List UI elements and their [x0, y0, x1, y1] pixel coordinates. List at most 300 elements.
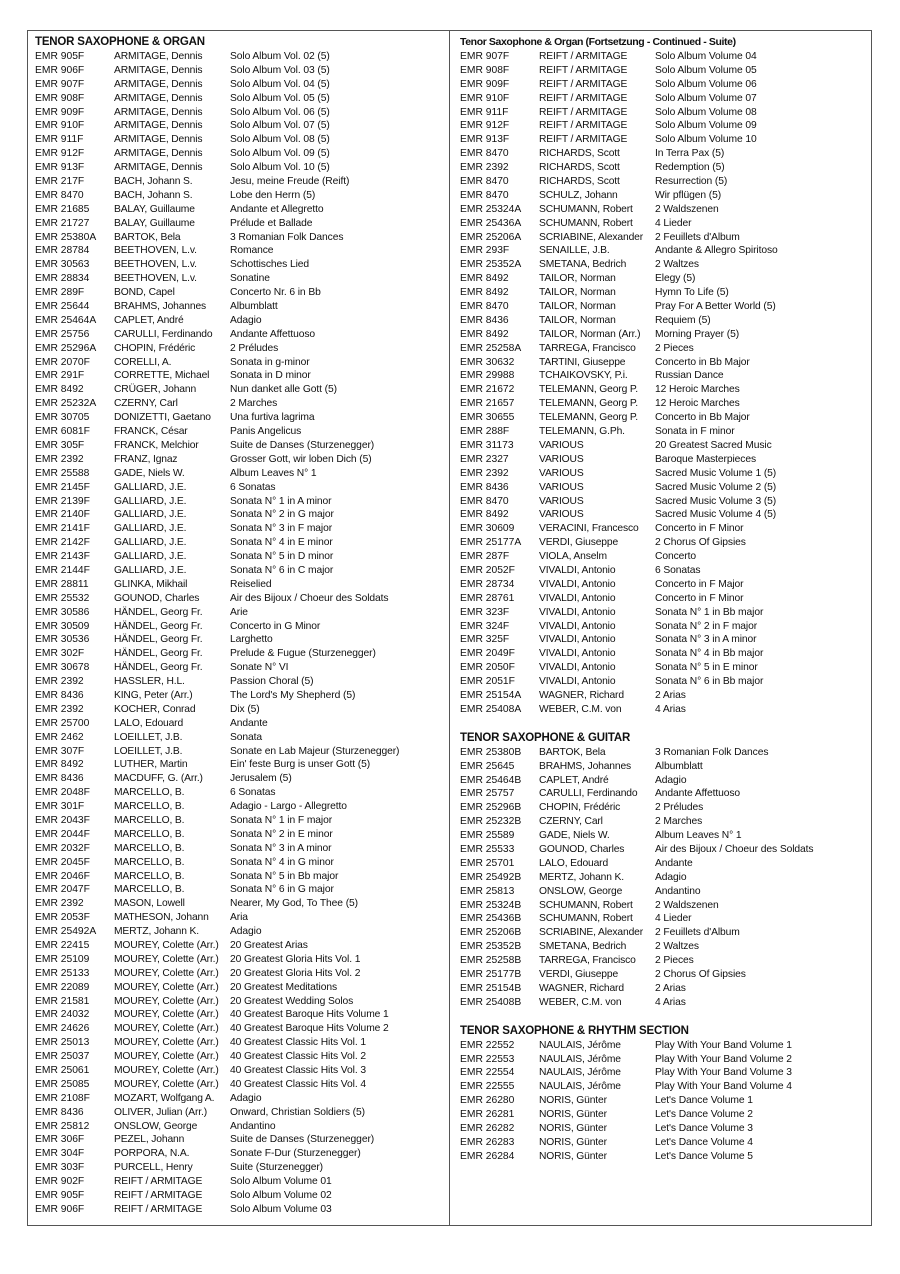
catalog-row — [460, 1066, 868, 1080]
work-title: Sonata N° 4 in G minor — [230, 856, 334, 868]
catalog-row — [460, 119, 868, 133]
catalog-row — [35, 314, 443, 328]
column-divider — [449, 30, 450, 1226]
catalog-code: EMR 304F — [35, 1148, 85, 1160]
composer-name: BEETHOVEN, L.v. — [114, 273, 197, 285]
work-title: Sonata N° 3 in F major — [230, 523, 333, 535]
composer-name: GOUNOD, Charles — [114, 592, 200, 604]
catalog-code: EMR 2070F — [35, 356, 90, 368]
composer-name: GALLIARD, J.E. — [114, 537, 187, 549]
catalog-code: EMR 25813 — [460, 885, 515, 897]
catalog-row — [460, 147, 868, 161]
catalog-code: EMR 26284 — [460, 1150, 515, 1162]
work-title: Andante & Allegro Spiritoso — [655, 245, 778, 257]
composer-name: KOCHER, Conrad — [114, 703, 196, 715]
catalog-row — [460, 481, 868, 495]
catalog-row — [35, 1092, 443, 1106]
work-title: Nun danket alle Gott (5) — [230, 384, 337, 396]
catalog-code: EMR 25644 — [35, 301, 90, 313]
composer-name: MOUREY, Colette (Arr.) — [114, 1023, 219, 1035]
catalog-row — [460, 342, 868, 356]
catalog-code: EMR 30655 — [460, 412, 515, 424]
work-title: Suite de Danses (Sturzenegger) — [230, 1134, 375, 1146]
work-title: Sonata N° 1 in Bb major — [655, 606, 764, 618]
work-title: Solo Album Vol. 09 (5) — [230, 148, 330, 160]
work-title: Sonata in F minor — [655, 426, 735, 438]
catalog-code: EMR 2392 — [35, 898, 84, 910]
catalog-row — [35, 522, 443, 536]
composer-name: NAULAIS, Jérôme — [539, 1039, 621, 1051]
work-title: Adagio — [230, 314, 262, 326]
composer-name: VIVALDI, Antonio — [539, 620, 616, 632]
work-title: Prelude & Fugue (Sturzenegger) — [230, 648, 376, 660]
composer-name: CORELLI, A. — [114, 356, 172, 368]
work-title: Sonata N° 2 in E minor — [230, 828, 333, 840]
composer-name: TARREGA, Francisco — [539, 955, 636, 967]
catalog-code: EMR 324F — [460, 620, 510, 632]
catalog-code: EMR 26283 — [460, 1136, 515, 1148]
composer-name: VIVALDI, Antonio — [539, 634, 616, 646]
work-title: Aria — [230, 912, 248, 924]
catalog-code: EMR 305F — [35, 439, 85, 451]
work-title: Wir pflügen (5) — [655, 189, 722, 201]
catalog-row — [460, 133, 868, 147]
composer-name: HASSLER, H.L. — [114, 676, 185, 688]
work-title: Let's Dance Volume 4 — [655, 1136, 753, 1148]
work-title: Sonata — [230, 731, 263, 743]
catalog-code: EMR 30705 — [35, 412, 90, 424]
catalog-row — [460, 203, 868, 217]
composer-name: ARMITAGE, Dennis — [114, 78, 203, 90]
catalog-row — [35, 967, 443, 981]
composer-name: NORIS, Günter — [539, 1123, 607, 1135]
catalog-code: EMR 2392 — [460, 162, 509, 174]
work-title: Romance — [230, 245, 274, 257]
work-title: Prélude et Ballade — [230, 217, 313, 229]
composer-name: LALO, Edouard — [539, 857, 609, 869]
catalog-row — [35, 286, 443, 300]
work-title: Sonata N° 6 in Bb major — [655, 676, 764, 688]
composer-name: LOEILLET, J.B. — [114, 731, 183, 743]
composer-name: HÄNDEL, Georg Fr. — [114, 648, 203, 660]
catalog-code: EMR 8492 — [460, 273, 509, 285]
work-title: Concerto in Bb Major — [655, 356, 750, 368]
catalog-row — [35, 897, 443, 911]
composer-name: TARTINI, Giuseppe — [539, 356, 626, 368]
catalog-row — [460, 425, 868, 439]
work-title: Redemption (5) — [655, 162, 725, 174]
catalog-row — [460, 899, 868, 913]
catalog-code: EMR 30586 — [35, 606, 90, 618]
catalog-row — [460, 258, 868, 272]
composer-name: CRÜGER, Johann — [114, 384, 197, 396]
composer-name: GALLIARD, J.E. — [114, 509, 187, 521]
catalog-code: EMR 2043F — [35, 814, 90, 826]
work-title: Resurrection (5) — [655, 176, 728, 188]
composer-name: GALLIARD, J.E. — [114, 564, 187, 576]
catalog-code: EMR 25013 — [35, 1037, 90, 1049]
composer-name: MACDUFF, G. (Arr.) — [114, 773, 203, 785]
work-title: Let's Dance Volume 2 — [655, 1109, 753, 1121]
catalog-code: EMR 2047F — [35, 884, 90, 896]
catalog-code: EMR 22415 — [35, 940, 90, 951]
composer-name: SMETANA, Bedrich — [539, 259, 627, 271]
composer-name: BACH, Johann S. — [114, 176, 193, 188]
catalog-row — [35, 814, 443, 828]
catalog-row — [35, 647, 443, 661]
work-title: Adagio — [230, 1092, 262, 1104]
work-title: Concerto in F Minor — [655, 523, 744, 535]
composer-name: VIVALDI, Antonio — [539, 592, 616, 604]
catalog-code: EMR 29988 — [460, 370, 515, 382]
work-title: Air des Bijoux / Choeur des Soldats — [230, 592, 389, 604]
work-title: Jesu, meine Freude (Reift) — [230, 176, 350, 188]
composer-name: WAGNER, Richard — [539, 982, 624, 994]
catalog-row — [35, 925, 443, 939]
composer-name: GALLIARD, J.E. — [114, 551, 187, 563]
composer-name: MARCELLO, B. — [114, 828, 185, 840]
work-title: Play With Your Band Volume 2 — [655, 1053, 792, 1065]
composer-name: NORIS, Günter — [539, 1136, 607, 1148]
catalog-code: EMR 2392 — [35, 703, 84, 715]
catalog-code: EMR 25812 — [35, 1120, 90, 1132]
catalog-row — [35, 564, 443, 578]
work-title: Reiselied — [230, 578, 272, 590]
composer-name: BALAY, Guillaume — [114, 203, 195, 215]
work-title: Sonata in g-minor — [230, 356, 310, 368]
catalog-code: EMR 323F — [460, 606, 510, 618]
section-title-tenor-saxophone-rhythm-section: TENOR SAXOPHONE & RHYTHM SECTION — [460, 1024, 689, 1037]
composer-name: VERDI, Giuseppe — [539, 969, 619, 980]
catalog-row — [35, 189, 443, 203]
work-title: Solo Album Vol. 08 (5) — [230, 134, 330, 146]
catalog-code: EMR 25206B — [460, 927, 522, 939]
composer-name: REIFT / ARMITAGE — [539, 134, 628, 146]
catalog-row — [460, 92, 868, 106]
work-title: 2 Préludes — [230, 342, 279, 354]
catalog-row — [460, 50, 868, 64]
catalog-row — [35, 133, 443, 147]
catalog-code: EMR 28834 — [35, 273, 90, 285]
work-title: 2 Pieces — [655, 342, 694, 354]
catalog-row — [460, 606, 868, 620]
work-title: 2 Pieces — [655, 955, 694, 967]
catalog-row — [35, 758, 443, 772]
catalog-code: EMR 25232B — [460, 816, 522, 828]
catalog-code: EMR 306F — [35, 1134, 85, 1146]
catalog-code: EMR 25061 — [35, 1065, 90, 1077]
catalog-row — [35, 258, 443, 272]
work-title: Adagio — [655, 774, 687, 786]
composer-name: ARMITAGE, Dennis — [114, 148, 203, 160]
composer-name: VIVALDI, Antonio — [539, 564, 616, 576]
composer-name: SCHUMANN, Robert — [539, 899, 633, 911]
catalog-row — [35, 328, 443, 342]
work-title: Onward, Christian Soldiers (5) — [230, 1106, 365, 1118]
work-title: Play With Your Band Volume 3 — [655, 1067, 792, 1079]
catalog-row — [35, 717, 443, 731]
composer-name: CARULLI, Ferdinando — [114, 328, 213, 340]
catalog-row — [460, 564, 868, 578]
catalog-row — [35, 856, 443, 870]
work-title: 6 Sonatas — [230, 481, 276, 493]
catalog-code: EMR 25408A — [460, 703, 522, 715]
catalog-row — [460, 1080, 868, 1094]
composer-name: FRANZ, Ignaz — [114, 453, 178, 465]
work-title: Solo Album Vol. 07 (5) — [230, 120, 330, 132]
catalog-code: EMR 910F — [460, 92, 510, 104]
left-column — [35, 35, 443, 1217]
catalog-row — [35, 244, 443, 258]
work-title: Requiem (5) — [655, 314, 711, 326]
composer-name: SCRIABINE, Alexander — [539, 927, 644, 939]
work-title: The Lord's My Shepherd (5) — [230, 689, 356, 701]
catalog-row — [460, 843, 868, 857]
catalog-row — [460, 495, 868, 509]
work-title: Passion Choral (5) — [230, 676, 314, 688]
catalog-row — [460, 272, 868, 286]
catalog-code: EMR 8470 — [460, 148, 509, 160]
composer-name: NORIS, Günter — [539, 1109, 607, 1121]
composer-name: RICHARDS, Scott — [539, 162, 620, 174]
catalog-row — [460, 64, 868, 78]
catalog-code: EMR 25380B — [460, 746, 522, 758]
work-title: 6 Sonatas — [655, 564, 701, 576]
work-title: Andantino — [655, 885, 701, 897]
work-title: 4 Arias — [655, 996, 686, 1008]
composer-name: ARMITAGE, Dennis — [114, 51, 203, 62]
catalog-code: EMR 28784 — [35, 245, 90, 257]
composer-name: NORIS, Günter — [539, 1150, 607, 1162]
catalog-row — [460, 161, 868, 175]
catalog-row — [35, 1175, 443, 1189]
catalog-row — [35, 1147, 443, 1161]
catalog-row — [35, 939, 443, 953]
work-title: Una furtiva lagrima — [230, 412, 315, 424]
catalog-code: EMR 26281 — [460, 1109, 515, 1121]
catalog-code: EMR 2140F — [35, 509, 90, 521]
work-title: 20 Greatest Sacred Music — [655, 439, 772, 451]
catalog-code: EMR 307F — [35, 745, 85, 757]
composer-name: CARULLI, Ferdinando — [539, 788, 638, 800]
work-title: 2 Marches — [230, 398, 278, 410]
work-title: Solo Album Volume 05 — [655, 64, 757, 76]
work-title: Sonate en Lab Majeur (Sturzenegger) — [230, 745, 400, 757]
catalog-code: EMR 22552 — [460, 1039, 515, 1051]
catalog-row — [460, 787, 868, 801]
composer-name: VIVALDI, Antonio — [539, 648, 616, 660]
catalog-code: EMR 25109 — [35, 953, 90, 965]
catalog-row — [35, 883, 443, 897]
catalog-row — [35, 64, 443, 78]
composer-name: VARIOUS — [539, 495, 584, 507]
catalog-row — [460, 106, 868, 120]
composer-name: ARMITAGE, Dennis — [114, 162, 203, 174]
catalog-code: EMR 8492 — [460, 328, 509, 340]
catalog-code: EMR 25492A — [35, 926, 97, 938]
work-title: Concerto in Bb Major — [655, 412, 750, 424]
catalog-row — [460, 675, 868, 689]
composer-name: MOUREY, Colette (Arr.) — [114, 1078, 219, 1090]
composer-name: VERACINI, Francesco — [539, 523, 639, 535]
catalog-row — [35, 911, 443, 925]
catalog-row — [460, 175, 868, 189]
work-title: 2 Waldszenen — [655, 899, 719, 911]
catalog-row — [35, 106, 443, 120]
composer-name: SCHUMANN, Robert — [539, 203, 633, 215]
composer-name: BALAY, Guillaume — [114, 217, 195, 229]
catalog-code: EMR 25154A — [460, 689, 522, 701]
composer-name: RICHARDS, Scott — [539, 148, 620, 160]
work-title: Suite de Danses (Sturzenegger) — [230, 439, 375, 451]
catalog-row — [460, 1094, 868, 1108]
catalog-row — [460, 912, 868, 926]
catalog-code: EMR 2053F — [35, 912, 90, 924]
work-title: Adagio — [655, 871, 687, 883]
work-title: Sonata N° 6 in C major — [230, 564, 334, 576]
work-title: Sonata N° 5 in D minor — [230, 551, 334, 563]
section-gap — [460, 717, 868, 731]
catalog-row — [35, 411, 443, 425]
work-title: Play With Your Band Volume 1 — [655, 1039, 792, 1051]
catalog-code: EMR 28734 — [460, 578, 515, 590]
work-title: Hymn To Life (5) — [655, 287, 729, 299]
work-title: 2 Waldszenen — [655, 203, 719, 215]
catalog-row — [35, 175, 443, 189]
catalog-row — [35, 147, 443, 161]
work-title: Let's Dance Volume 5 — [655, 1150, 753, 1162]
catalog-row — [460, 217, 868, 231]
catalog-code: EMR 25154B — [460, 982, 522, 994]
catalog-row — [35, 633, 443, 647]
work-title: 40 Greatest Baroque Hits Volume 1 — [230, 1009, 389, 1021]
catalog-code: EMR 301F — [35, 801, 85, 813]
composer-name: ARMITAGE, Dennis — [114, 106, 203, 118]
work-title: Suite (Sturzenegger) — [230, 1162, 324, 1174]
catalog-code: EMR 25701 — [460, 857, 515, 869]
catalog-row — [35, 578, 443, 592]
composer-name: REIFT / ARMITAGE — [539, 92, 628, 104]
catalog-row — [35, 300, 443, 314]
catalog-code: EMR 25533 — [460, 843, 515, 855]
composer-name: CORRETTE, Michael — [114, 370, 210, 382]
catalog-code: EMR 8436 — [460, 314, 509, 326]
composer-name: TELEMANN, Georg P. — [539, 412, 638, 424]
work-title: Sacred Music Volume 3 (5) — [655, 495, 777, 507]
work-title: Sonata N° 3 in A minor — [655, 634, 757, 646]
work-title: Andante — [655, 857, 693, 869]
composer-name: RICHARDS, Scott — [539, 176, 620, 188]
work-title: Elegy (5) — [655, 273, 696, 285]
catalog-row — [460, 397, 868, 411]
work-title: Let's Dance Volume 1 — [655, 1095, 753, 1107]
composer-name: WEBER, C.M. von — [539, 996, 622, 1008]
catalog-row — [460, 1108, 868, 1122]
work-title: Solo Album Vol. 03 (5) — [230, 64, 330, 76]
catalog-row — [35, 481, 443, 495]
catalog-row — [35, 342, 443, 356]
catalog-row — [35, 703, 443, 717]
work-title: 2 Préludes — [655, 802, 704, 814]
work-title: 2 Waltzes — [655, 941, 699, 953]
composer-name: MOUREY, Colette (Arr.) — [114, 1065, 219, 1077]
composer-name: FRANCK, César — [114, 426, 188, 438]
catalog-row — [460, 982, 868, 996]
catalog-code: EMR 8470 — [460, 176, 509, 188]
composer-name: CAPLET, André — [114, 314, 184, 326]
catalog-code: EMR 2145F — [35, 481, 90, 493]
work-title: 12 Heroic Marches — [655, 398, 740, 410]
catalog-code: EMR 913F — [460, 134, 510, 146]
catalog-row — [460, 871, 868, 885]
composer-name: TELEMANN, Georg P. — [539, 384, 638, 396]
work-title: Sacred Music Volume 1 (5) — [655, 467, 777, 479]
catalog-code: EMR 25436A — [460, 217, 522, 229]
catalog-row — [35, 453, 443, 467]
composer-name: NAULAIS, Jérôme — [539, 1053, 621, 1065]
catalog-row — [460, 661, 868, 675]
composer-name: LALO, Edouard — [114, 717, 184, 729]
work-title: Andante Affettuoso — [230, 328, 316, 340]
work-title: Pray For A Better World (5) — [655, 301, 776, 313]
work-title: Andante — [230, 717, 268, 729]
catalog-code: EMR 908F — [460, 64, 510, 76]
catalog-row — [460, 829, 868, 843]
catalog-code: EMR 909F — [35, 106, 85, 118]
catalog-row — [35, 1064, 443, 1078]
catalog-row — [35, 745, 443, 759]
catalog-code: EMR 21727 — [35, 217, 90, 229]
composer-name: VERDI, Giuseppe — [539, 537, 619, 549]
catalog-row — [460, 1053, 868, 1067]
composer-name: NORIS, Günter — [539, 1095, 607, 1107]
work-title: 20 Greatest Meditations — [230, 981, 338, 993]
catalog-row — [460, 467, 868, 481]
composer-name: MARCELLO, B. — [114, 787, 185, 799]
catalog-row — [460, 885, 868, 899]
catalog-row — [35, 1036, 443, 1050]
work-title: 2 Arias — [655, 982, 686, 994]
work-title: 12 Heroic Marches — [655, 384, 740, 396]
work-title: Sonata N° 2 in G major — [230, 509, 334, 521]
composer-name: ARMITAGE, Dennis — [114, 134, 203, 146]
composer-name: MOUREY, Colette (Arr.) — [114, 953, 219, 965]
composer-name: MASON, Lowell — [114, 898, 185, 910]
composer-name: SCHUMANN, Robert — [539, 913, 633, 925]
catalog-row — [460, 328, 868, 342]
composer-name: VARIOUS — [539, 467, 584, 479]
catalog-code: EMR 911F — [460, 106, 509, 118]
catalog-code: EMR 25037 — [35, 1051, 90, 1063]
catalog-row — [35, 356, 443, 370]
work-title: Sonata N° 3 in A minor — [230, 842, 332, 854]
composer-name: OLIVER, Julian (Arr.) — [114, 1106, 207, 1118]
catalog-row — [35, 731, 443, 745]
composer-name: PORPORA, N.A. — [114, 1148, 190, 1160]
catalog-row — [35, 981, 443, 995]
right-column — [460, 35, 868, 1164]
catalog-code: EMR 2139F — [35, 495, 90, 507]
composer-name: GOUNOD, Charles — [539, 843, 625, 855]
work-title: 2 Chorus Of Gipsies — [655, 537, 746, 549]
composer-name: ARMITAGE, Dennis — [114, 92, 203, 104]
catalog-code: EMR 25352A — [460, 259, 522, 271]
work-title: Arie — [230, 606, 248, 618]
catalog-row — [35, 1189, 443, 1203]
catalog-code: EMR 907F — [460, 51, 510, 62]
catalog-row — [460, 369, 868, 383]
work-title: 40 Greatest Baroque Hits Volume 2 — [230, 1023, 389, 1035]
